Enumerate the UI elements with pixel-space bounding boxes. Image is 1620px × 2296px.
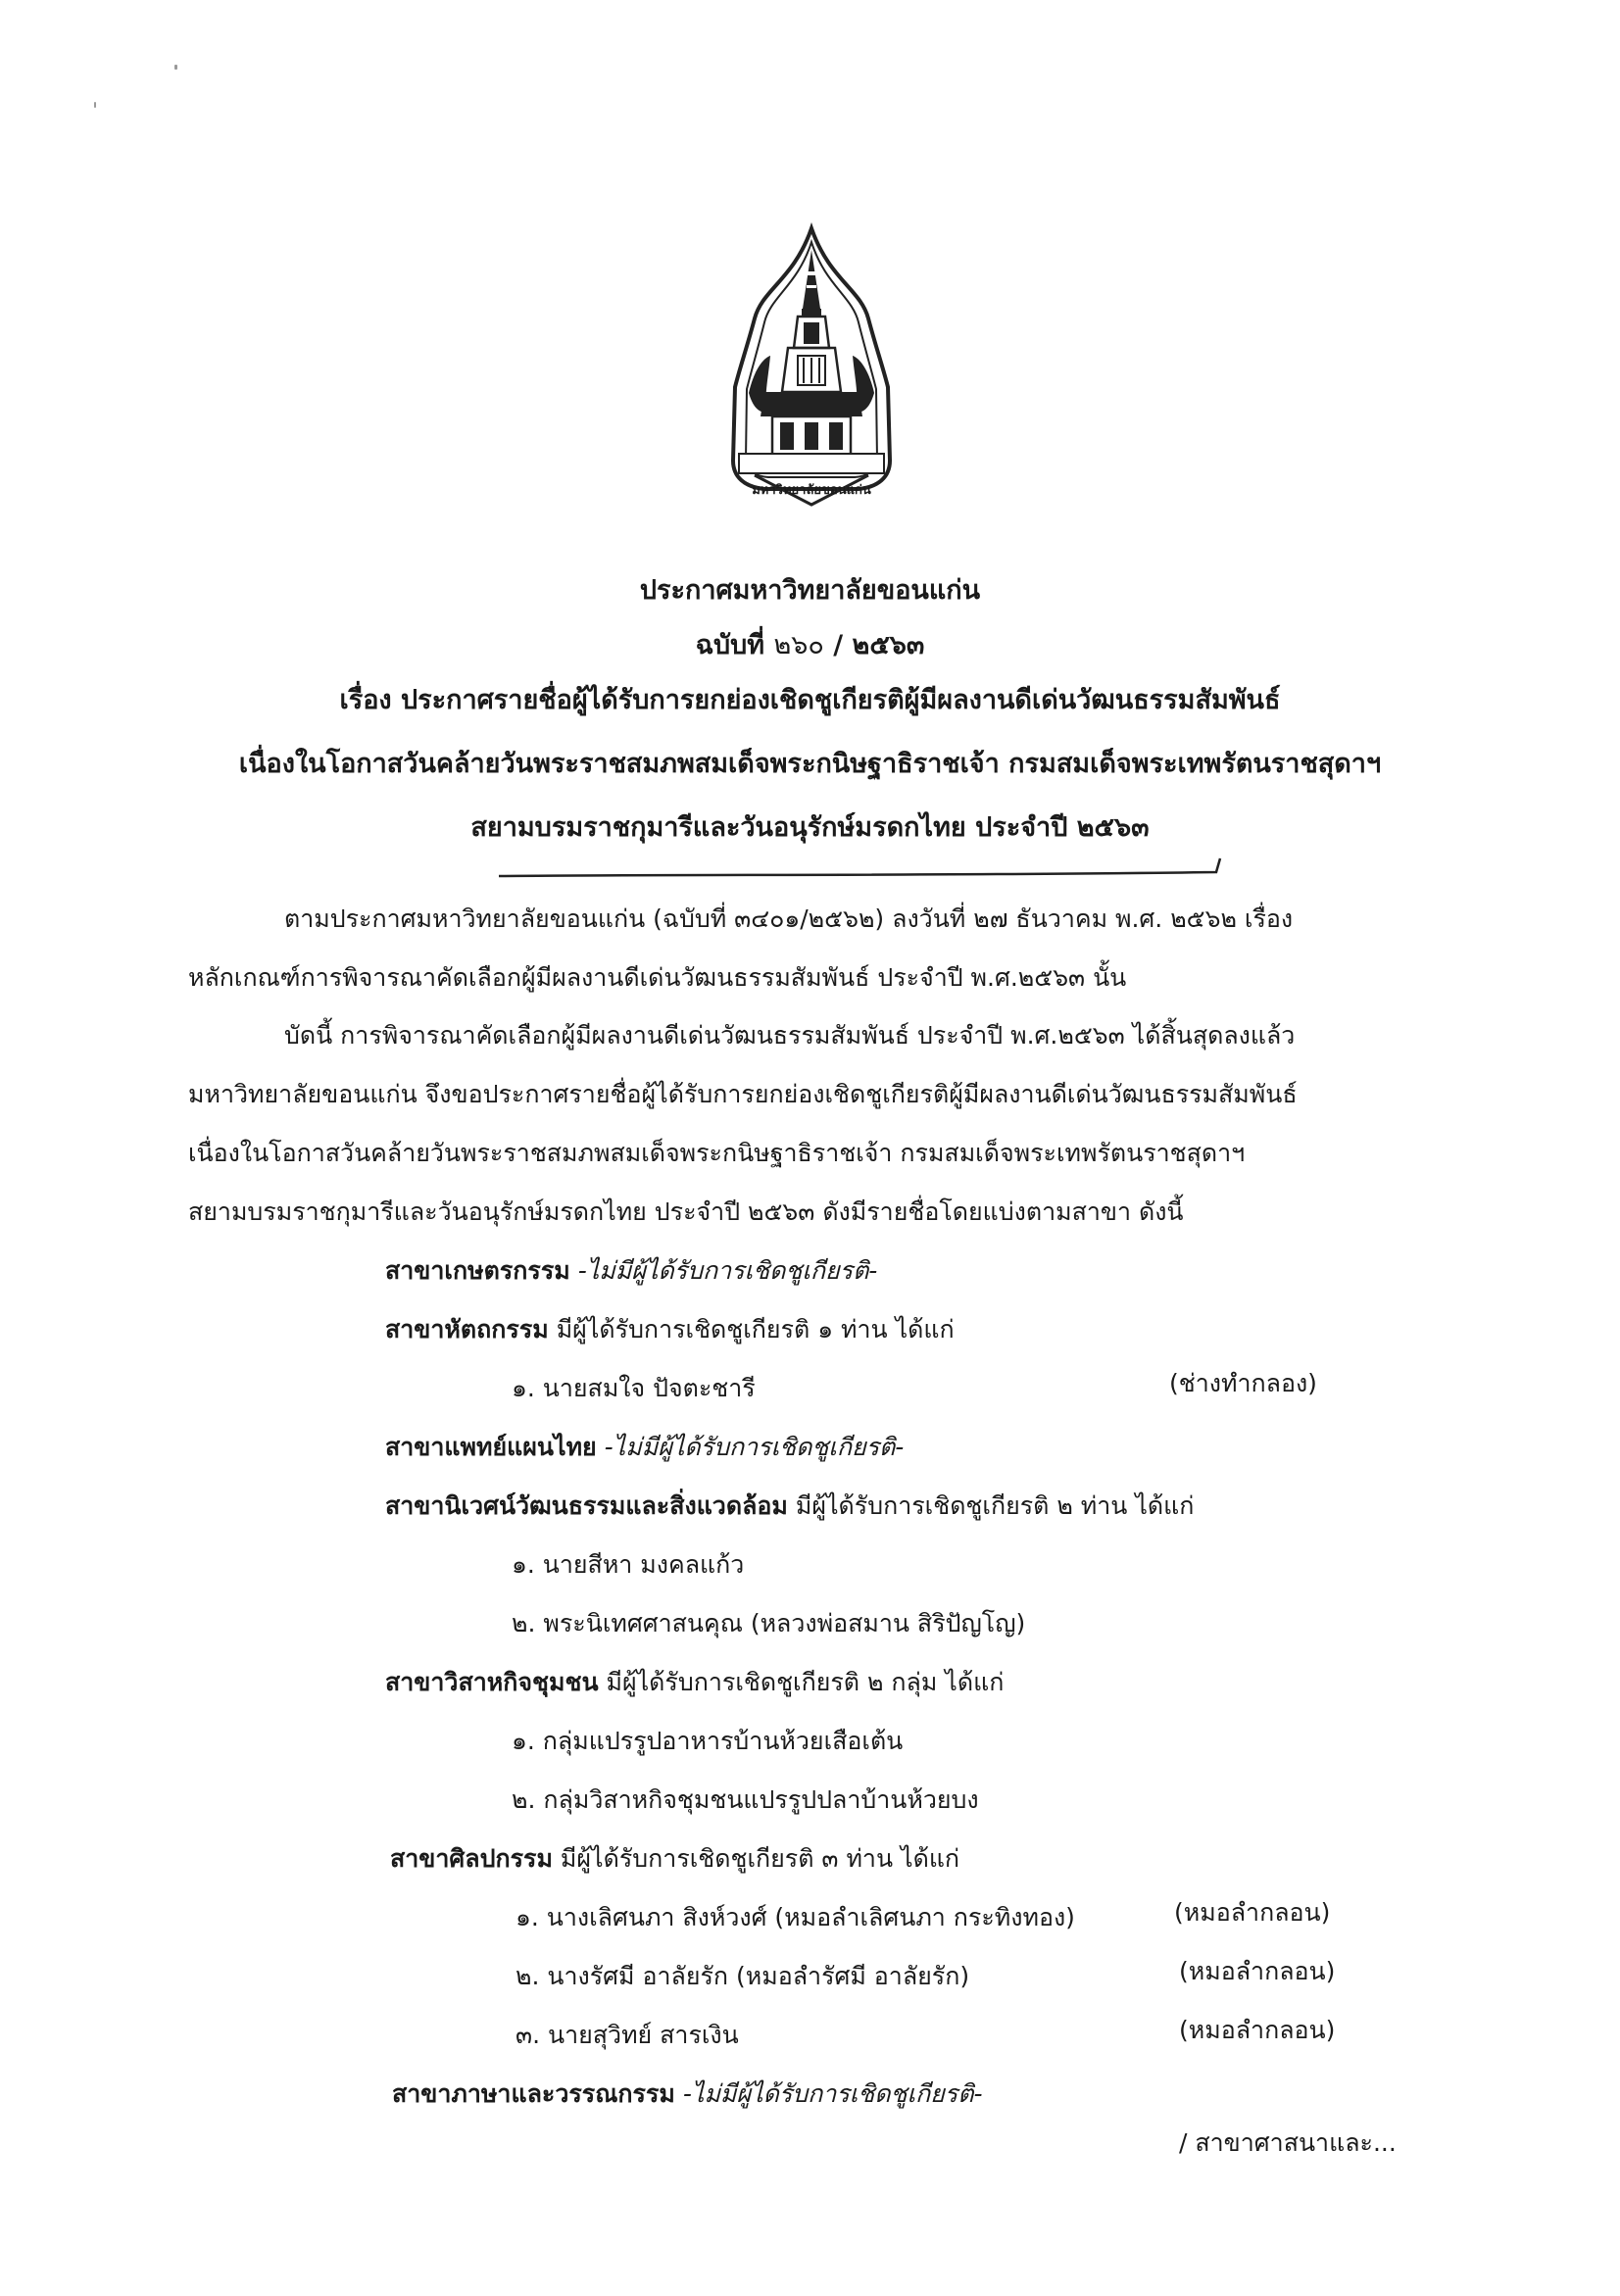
section-thai-medicine: [385, 1428, 904, 1467]
subject-line: เรื่อง ประกาศรายชื่อผู้ได้รับการยกย่องเชิดชูเกียรติผู้มีผลงานดีเด่นวัฒนธรรมสัมพันธ์: [339, 685, 1281, 715]
item-number: ๒.: [515, 1962, 540, 1990]
section-note: -ไม่มีผู้ได้รับการเชิดชูเกียรติ-: [604, 1433, 905, 1461]
number-prefix: ฉบับที่: [695, 630, 774, 660]
item-name: นายสีหา มงคลแก้ว: [542, 1550, 745, 1579]
section-name: สาขาเกษตรกรรม: [385, 1256, 570, 1285]
item-role: (ช่างทำกลอง): [1169, 1369, 1317, 1397]
item-number: ๑.: [515, 1903, 539, 1931]
item-name: นายสุวิทย์ สารเงิน: [548, 2021, 739, 2049]
list-item: [512, 1545, 744, 1585]
subject-line-2: เนื่องในโอกาสวันคล้ายวันพระราชสมภพสมเด็จพระกนิษฐาธิราชเจ้า กรมสมเด็จพระเทพรัตนราชสุดาฯ: [238, 749, 1382, 779]
item-role: (หมอลำกลอน): [1179, 2016, 1336, 2044]
section-language-literature: [392, 2075, 982, 2114]
list-item: [515, 1957, 969, 1996]
scan-speck: [174, 65, 177, 70]
paragraph-2-line-1: บัดนี้ การพิจารณาคัดเลือกผู้มีผลงานดีเด่นวัฒนธรรมสัมพันธ์ ประจำปี พ.ศ.๒๕๖๓ ได้สิ้นสุดลงแล้ว: [284, 1021, 1296, 1050]
item-number: ๑.: [512, 1550, 535, 1579]
item-number: ๒.: [512, 1785, 536, 1814]
item-name: นางรัศมี อาลัยรัก (หมอลำรัศมี อาลัยรัก): [547, 1962, 970, 1990]
item-number: ๒.: [512, 1609, 536, 1637]
section-community-enterprise: [385, 1663, 1004, 1702]
item-name: นายสมใจ ปัจตะชารี: [542, 1374, 756, 1402]
paragraph-2-line-2: มหาวิทยาลัยขอนแก่น จึงขอประกาศรายชื่อผู้ได้รับการยกย่องเชิดชูเกียรติผู้มีผลงานดีเด่นวัฒนธรรมสัมพันธ์: [188, 1080, 1298, 1108]
scan-speck: [94, 102, 96, 108]
section-name: สาขาหัตถกรรม: [385, 1315, 549, 1343]
item-role: (หมอลำกลอน): [1179, 1957, 1336, 1985]
section-note: มีผู้ได้รับการเชิดชูเกียรติ ๓ ท่าน ได้แก่: [560, 1844, 960, 1873]
subject-line-3: สยามบรมราชกุมารีและวันอนุรักษ์มรดกไทย ประจำปี ๒๕๖๓: [470, 812, 1150, 843]
section-name: สาขานิเวศน์วัฒนธรรมและสิ่งแวดล้อม: [385, 1491, 788, 1520]
section-name: สาขาศิลปกรรม: [390, 1844, 553, 1873]
list-item: [512, 1722, 903, 1761]
item-number: ๑.: [512, 1374, 535, 1402]
emblem-caption: มหาวิทยาลัยขอนแก่น: [752, 483, 871, 498]
section-name: สาขาวิสาหกิจชุมชน: [385, 1668, 599, 1696]
section-arts: [390, 1839, 959, 1879]
section-agriculture: [385, 1251, 877, 1291]
section-handicraft: [385, 1310, 955, 1349]
item-name: พระนิเทศศาสนคุณ (หลวงพ่อสมาน สิริปัญโญ): [543, 1609, 1026, 1637]
announcement-number: [0, 623, 1620, 665]
paragraph-1-line-2: หลักเกณฑ์การพิจารณาคัดเลือกผู้มีผลงานดีเด่นวัฒนธรรมสัมพันธ์ ประจำปี พ.ศ.๒๕๖๓ นั้น: [188, 963, 1127, 992]
item-name: กลุ่มวิสาหกิจชุมชนแปรรูปปลาบ้านห้วยบง: [543, 1785, 979, 1814]
handwritten-number: ๒๖๐: [773, 630, 824, 660]
section-note: -ไม่มีผู้ได้รับการเชิดชูเกียรติ-: [577, 1256, 878, 1285]
section-note: มีผู้ได้รับการเชิดชูเกียรติ ๒ กลุ่ม ได้แก่: [606, 1668, 1005, 1696]
section-note: -ไม่มีผู้ได้รับการเชิดชูเกียรติ-: [682, 2079, 983, 2108]
section-note: มีผู้ได้รับการเชิดชูเกียรติ ๑ ท่าน ได้แก่: [556, 1315, 955, 1343]
item-role: (หมอลำกลอน): [1174, 1898, 1331, 1927]
list-item: [512, 1604, 1025, 1643]
paragraph-1-line-1: ตามประกาศมหาวิทยาลัยขอนแก่น (ฉบับที่ ๓๔๐๑/๒๕๖๒) ลงวันที่ ๒๗ ธันวาคม พ.ศ. ๒๕๖๒ เรื่อง: [284, 904, 1294, 933]
item-name: นางเลิศนภา สิงห์วงศ์ (หมอลำเลิศนภา กระทิงทอง): [546, 1903, 1075, 1931]
section-name: สาขาแพทย์แผนไทย: [385, 1433, 597, 1461]
item-number: ๓.: [515, 2021, 541, 2049]
header-underline: [495, 855, 1225, 882]
list-item: [515, 2016, 739, 2055]
section-name: สาขาภาษาและวรรณกรรม: [392, 2079, 675, 2108]
item-name: กลุ่มแปรรูปอาหารบ้านห้วยเสือเต้น: [542, 1727, 904, 1755]
list-item: [515, 1898, 1075, 1937]
announcement-title: ประกาศมหาวิทยาลัยขอนแก่น: [639, 575, 981, 606]
continued-next-page: / สาขาศาสนาและ...: [1179, 2128, 1397, 2157]
list-item: [512, 1369, 756, 1408]
university-emblem: [725, 220, 898, 514]
paragraph-2-line-4: สยามบรมราชกุมารีและวันอนุรักษ์มรดกไทย ประจำปี ๒๕๖๓ ดังมีรายชื่อโดยแบ่งตามสาขา ดังนี้: [188, 1197, 1184, 1226]
section-ecology: [385, 1487, 1194, 1526]
year-suffix: / ๒๕๖๓: [823, 630, 925, 660]
item-number: ๑.: [512, 1727, 535, 1755]
section-note: มีผู้ได้รับการเชิดชูเกียรติ ๒ ท่าน ได้แก่: [795, 1491, 1195, 1520]
list-item: [512, 1781, 979, 1820]
paragraph-2-line-3: เนื่องในโอกาสวันคล้ายวันพระราชสมภพสมเด็จพระกนิษฐาธิราชเจ้า กรมสมเด็จพระเทพรัตนราชสุดาฯ: [188, 1139, 1246, 1167]
